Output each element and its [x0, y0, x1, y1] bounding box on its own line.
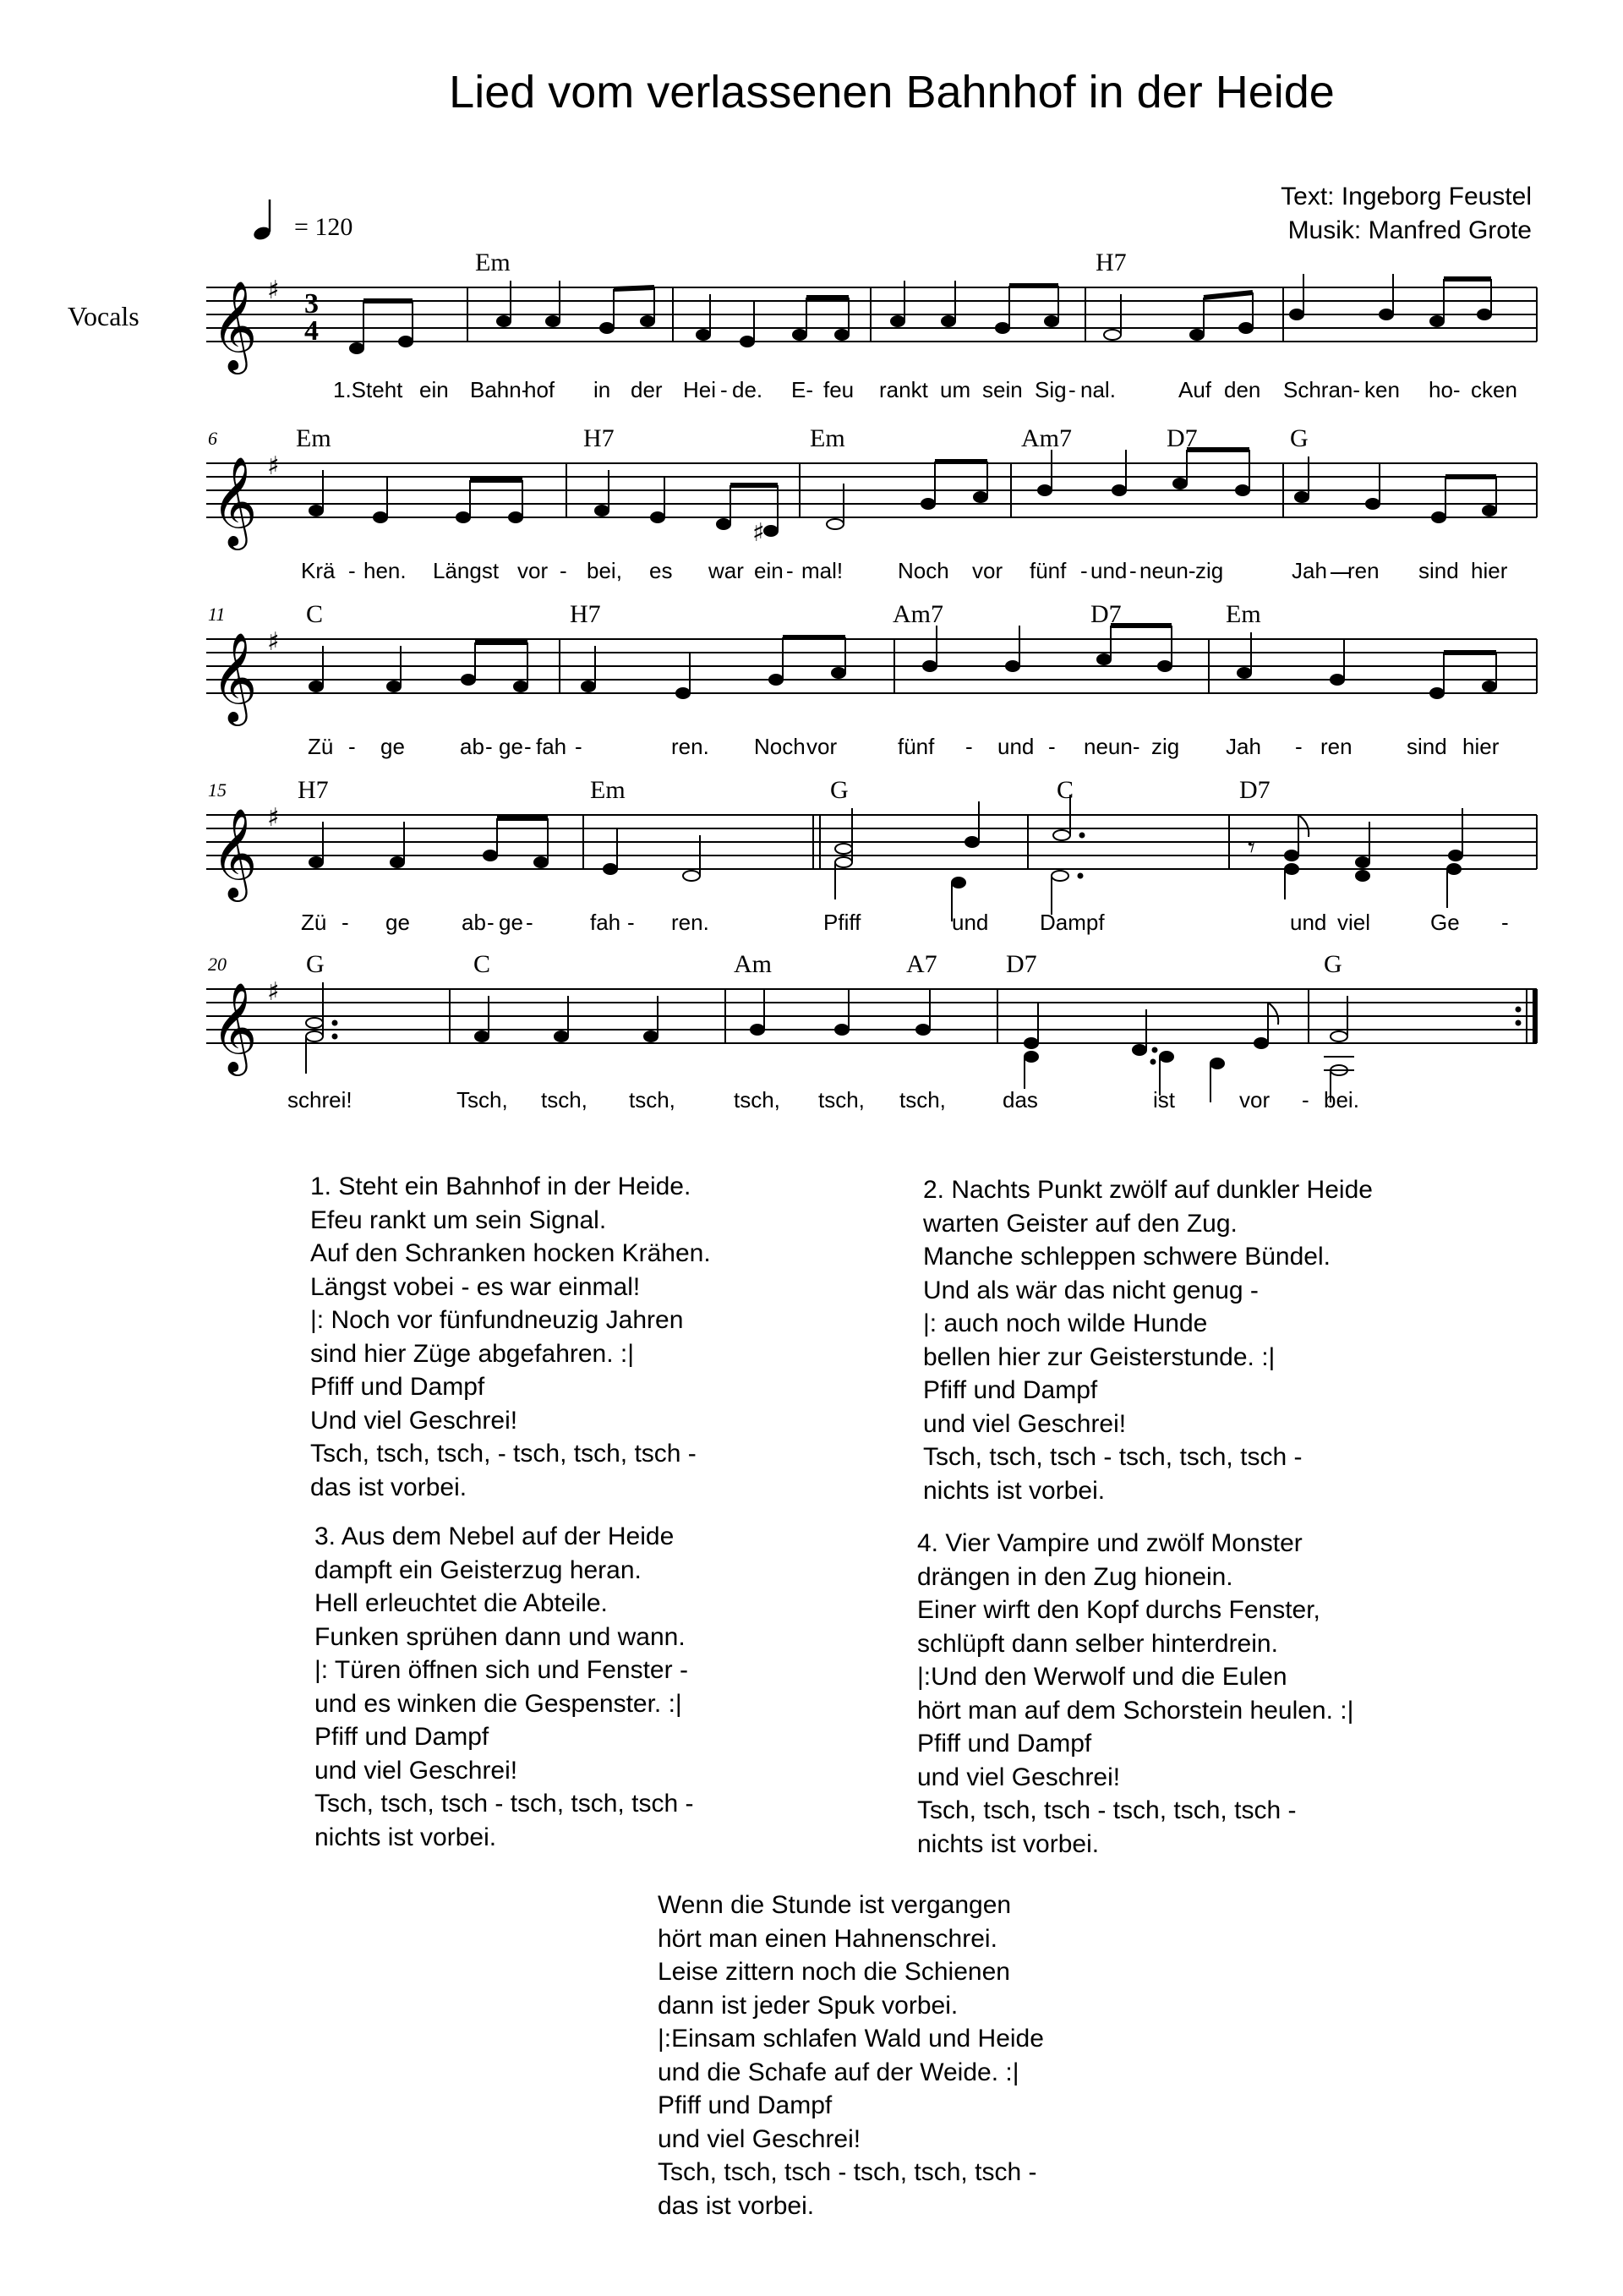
chord-symbol: G [1324, 950, 1342, 978]
lyrics-line [301, 910, 1509, 935]
verse-3 [314, 1520, 693, 1854]
verse-line: Und als wär das nicht genug - [923, 1276, 1259, 1304]
chord-symbol: H7 [298, 776, 329, 804]
instrument-label: Vocals [68, 301, 139, 331]
lyric-syllable: neun- [1084, 734, 1140, 759]
verse-line: nichts ist vorbei. [923, 1476, 1106, 1505]
lyric-syllable: fünf [898, 734, 935, 759]
lyric-syllable: fah [590, 910, 621, 935]
lyric-syllable: und [997, 734, 1035, 759]
chord-symbol: A7 [906, 950, 937, 978]
quarter-note-icon [250, 196, 284, 247]
eighth-rest-icon: 𝄾 [1248, 831, 1256, 865]
verse-line: Manche schleppen schwere Bündel. [923, 1243, 1331, 1271]
lyric-syllable: und [1290, 910, 1327, 935]
chord-symbols [475, 249, 1127, 276]
lyric-syllable: ren. [671, 734, 709, 759]
verse-line: |: Türen öffnen sich und Fenster - [314, 1656, 688, 1684]
bar-number: 15 [208, 779, 227, 801]
verse-line: Tsch, tsch, tsch, - tsch, tsch, tsch - [310, 1440, 697, 1468]
lyric-syllable: rankt [879, 377, 928, 402]
lyric-syllable: Noch [898, 558, 949, 583]
lyric-syllable: und [1090, 558, 1128, 583]
lyric-syllable: - [720, 377, 728, 402]
lyric-syllable: - [575, 734, 582, 759]
verse-line: Längst vobei - es war einmal! [310, 1272, 641, 1301]
verse-line: Tsch, tsch, tsch - tsch, tsch, tsch - [917, 1796, 1297, 1824]
lyric-syllable: ge [380, 734, 405, 759]
lyric-syllable: bei. [1324, 1087, 1359, 1112]
lyric-syllable: ren [1320, 734, 1352, 759]
lyric-syllable: um [940, 377, 971, 402]
lyric-syllable: - [1302, 1087, 1309, 1112]
lyric-syllable: de. [732, 377, 763, 402]
verse-line: Und viel Geschrei! [310, 1406, 518, 1435]
chord-symbols [296, 424, 1309, 452]
chord-symbol: Em [810, 424, 845, 452]
lyric-syllable: ab [462, 910, 486, 935]
music-system-3 [0, 597, 1623, 766]
lyric-syllable: - [965, 734, 973, 759]
lyric-syllable: - [1068, 377, 1076, 402]
verse-line: und die Schafe auf der Weide. :| [658, 2058, 1019, 2086]
lyric-syllable: - [524, 734, 532, 759]
verse-line: |: auch noch wilde Hunde [923, 1309, 1208, 1337]
verse-line: hört man einen Hahnenschrei. [658, 1924, 997, 1953]
verse-line: und viel Geschrei! [917, 1763, 1121, 1791]
lyric-syllable: - [485, 734, 493, 759]
lyricist-credit: Text: Ingeborg Feustel [1281, 183, 1532, 210]
lyrics-line [287, 1087, 1359, 1112]
verse-line: Hell erleuchtet die Abteile. [314, 1589, 608, 1617]
lyric-syllable: Dampf [1040, 910, 1105, 935]
lyric-syllable: - [1129, 558, 1137, 583]
lyric-syllable: nal. [1080, 377, 1116, 402]
lyric-syllable: und [952, 910, 989, 935]
lyric-syllable: tsch, [734, 1087, 780, 1112]
verse-line: Efeu rankt um sein Signal. [310, 1205, 607, 1234]
verse-2 [923, 1173, 1373, 1507]
chord-symbol: Em [590, 776, 626, 804]
bar-number: 11 [208, 604, 226, 625]
lyric-syllable: hier [1462, 734, 1500, 759]
lyric-syllable: - [1080, 558, 1088, 583]
lyric-syllable: - [1048, 734, 1056, 759]
lyric-syllable: Hei [683, 377, 717, 402]
notes [309, 795, 1462, 921]
music-system-1 [0, 245, 1623, 414]
lyric-syllable: neun- [1139, 558, 1196, 583]
chord-symbol: G [306, 950, 325, 978]
lyric-syllable: ge [385, 910, 410, 935]
sharp-icon: ♯ [267, 803, 280, 833]
verse-5 [658, 1889, 1044, 2222]
verse-line: Leise zittern noch die Schienen [658, 1958, 1010, 1986]
lyric-syllable: sind [1418, 558, 1459, 583]
lyric-syllable: vor [517, 558, 549, 583]
song-title: Lied vom verlassenen Bahnhof in der Heide [449, 67, 1335, 118]
lyric-syllable: vor [972, 558, 1003, 583]
lyric-syllable: cken [1471, 377, 1517, 402]
verse-line: dampft ein Geisterzug heran. [314, 1555, 642, 1584]
verse-1 [310, 1170, 711, 1504]
lyric-syllable: tsch, [629, 1087, 675, 1112]
sharp-icon: ♯ [752, 518, 765, 548]
lyric-syllable: - [348, 558, 356, 583]
lyric-syllable: ein [419, 377, 449, 402]
lyric-syllable: vor [806, 734, 838, 759]
lyric-syllable: schrei! [287, 1087, 352, 1112]
lyric-syllable: feu [823, 377, 855, 402]
treble-clef-icon: 𝄞 [211, 280, 258, 370]
chord-symbol: Am [734, 950, 772, 978]
chord-symbol: C [473, 950, 491, 978]
lyric-syllable: hof [524, 377, 555, 402]
lyric-syllable: Bahn- [470, 377, 529, 402]
chord-symbol: D7 [1090, 600, 1122, 628]
treble-clef-icon: 𝄞 [211, 631, 258, 722]
verse-line: das ist vorbei. [310, 1473, 467, 1501]
lyric-syllable: Auf [1178, 377, 1212, 402]
lyric-syllable: - [487, 910, 495, 935]
verse-line: |: Noch vor fünfundneuzig Jahren [310, 1306, 684, 1334]
verse-line: Einer wirft den Kopf durchs Fenster, [917, 1596, 1320, 1624]
music-system-5 [0, 947, 1623, 1133]
music-system-4 [0, 773, 1623, 942]
staff-lines [206, 463, 1537, 517]
lyrics-line [308, 734, 1500, 759]
chord-symbol: H7 [1096, 249, 1127, 276]
lyric-syllable: E- [791, 377, 813, 402]
music-system-2 [0, 421, 1623, 590]
verse-line: 2. Nachts Punkt zwölf auf dunkler Heide [923, 1176, 1373, 1204]
chord-symbol: D7 [1006, 950, 1037, 978]
lyric-syllable: Zü [308, 734, 334, 759]
verse-line: Tsch, tsch, tsch - tsch, tsch, tsch - [923, 1443, 1303, 1471]
verse-line: und viel Geschrei! [923, 1409, 1127, 1438]
verse-line: nichts ist vorbei. [917, 1829, 1100, 1858]
lyric-syllable: zig [1195, 558, 1224, 583]
chord-symbol: C [1057, 776, 1074, 804]
lyric-syllable: hier [1471, 558, 1508, 583]
lyric-syllable: Längst [433, 558, 500, 583]
verse-line: Pfiff und Dampf [923, 1376, 1098, 1404]
verse-line: Pfiff und Dampf [917, 1730, 1092, 1758]
lyric-syllable: Krä [301, 558, 336, 583]
chord-symbol: D7 [1239, 776, 1271, 804]
verse-line: Pfiff und Dampf [310, 1373, 485, 1401]
bar-number: 20 [208, 954, 227, 975]
notes [309, 626, 1496, 698]
verse-line: hört man auf dem Schorstein heulen. :| [917, 1696, 1354, 1725]
treble-clef-icon: 𝄞 [211, 807, 258, 898]
verse-line: |:Und den Werwolf und die Eulen [917, 1663, 1287, 1691]
verse-line: Tsch, tsch, tsch - tsch, tsch, tsch - [314, 1790, 694, 1818]
verse-line: Tsch, tsch, tsch - tsch, tsch, tsch - [658, 2158, 1037, 2186]
lyric-syllable: es [649, 558, 673, 583]
lyric-syllable: tsch, [818, 1087, 865, 1112]
time-signature-bottom: 4 [304, 315, 319, 347]
lyric-syllable: fünf [1030, 558, 1067, 583]
chord-symbol: G [830, 776, 849, 804]
sharp-icon: ♯ [267, 276, 280, 305]
sharp-icon: ♯ [267, 627, 280, 657]
chord-symbol: Em [296, 424, 331, 452]
tempo-marking: = 120 [294, 213, 353, 241]
lyric-syllable: war [708, 558, 744, 583]
lyric-syllable: vor [1239, 1087, 1271, 1112]
chord-symbols [298, 776, 1271, 804]
verse-line: Pfiff und Dampf [314, 1723, 489, 1751]
lyric-syllable: in [593, 377, 611, 402]
lyric-syllable: - [1501, 910, 1509, 935]
lyric-syllable: bei, [587, 558, 622, 583]
chord-symbol: G [1290, 424, 1309, 452]
lyric-syllable: - [1295, 734, 1303, 759]
lyric-syllable: tsch, [541, 1087, 587, 1112]
lyric-syllable: tsch, [899, 1087, 946, 1112]
verse-line: 3. Aus dem Nebel auf der Heide [314, 1522, 675, 1550]
lyric-syllable: zig [1151, 734, 1180, 759]
lyric-syllable: - [348, 734, 356, 759]
chord-symbols [306, 600, 1261, 628]
lyric-syllable: - [560, 558, 567, 583]
lyric-syllable: den [1224, 377, 1261, 402]
lyric-syllable: viel [1337, 910, 1371, 935]
staff-lines [206, 815, 1537, 869]
sharp-icon: ♯ [267, 451, 280, 481]
lyric-syllable: ren [1347, 558, 1380, 583]
verse-4 [917, 1527, 1353, 1861]
lyric-syllable: Noch [754, 734, 806, 759]
lyric-syllable: ge [499, 910, 523, 935]
verse-line: das ist vorbei. [658, 2191, 815, 2220]
lyric-syllable: ab [460, 734, 484, 759]
chord-symbol: H7 [570, 600, 601, 628]
lyric-syllable: ge [499, 734, 523, 759]
verse-line: |:Einsam schlafen Wald und Heide [658, 2025, 1044, 2053]
verse-line: dann ist jeder Spuk vorbei. [658, 1991, 959, 2020]
time-signature-top: 3 [304, 288, 319, 320]
lyric-syllable: sind [1407, 734, 1447, 759]
verse-line: und viel Geschrei! [314, 1756, 518, 1785]
lyric-syllable: Ge [1430, 910, 1460, 935]
verse-line: Pfiff und Dampf [658, 2091, 833, 2119]
lyric-syllable: fah [536, 734, 567, 759]
repeat-dot [1516, 1020, 1522, 1026]
verse-line: 1. Steht ein Bahnhof in der Heide. [310, 1173, 691, 1200]
lyric-syllable: hen. [363, 558, 407, 583]
verse-line: schlüpft dann selber hinterdrein. [917, 1629, 1278, 1658]
lyric-syllable: - [627, 910, 635, 935]
verse-line: Wenn die Stunde ist vergangen [658, 1891, 1012, 1919]
chord-symbols [306, 950, 1342, 978]
lyrics-line [301, 558, 1508, 583]
bar-number: 6 [208, 428, 217, 449]
lyric-syllable: der [631, 377, 663, 402]
verse-line: Auf den Schranken hocken Krähen. [310, 1239, 711, 1267]
lyric-syllable: Zü [301, 910, 327, 935]
sharp-icon: ♯ [267, 977, 280, 1007]
treble-clef-icon: 𝄞 [211, 981, 258, 1072]
composer-credit: Musik: Manfred Grote [1287, 216, 1532, 244]
lyric-syllable: - [786, 558, 794, 583]
verse-line: sind hier Züge abgefahren. :| [310, 1339, 635, 1368]
verse-line: nichts ist vorbei. [314, 1823, 497, 1851]
lyric-syllable: ho- [1429, 377, 1461, 402]
chord-symbol: Am7 [1021, 424, 1072, 452]
lyric-syllable: - [526, 910, 533, 935]
repeat-dot [1516, 1007, 1522, 1013]
chord-symbol: Am7 [893, 600, 943, 628]
verse-line: drängen in den Zug hionein. [917, 1562, 1233, 1591]
lyric-syllable: - [342, 910, 349, 935]
lyric-syllable: Pfiff [823, 910, 861, 935]
lyric-syllable: das [1003, 1087, 1038, 1112]
chord-symbol: C [306, 600, 324, 628]
lyric-syllable: ist [1153, 1087, 1175, 1112]
lyric-syllable: ken [1364, 377, 1400, 402]
chord-symbol: H7 [583, 424, 615, 452]
verse-line: 4. Vier Vampire und zwölf Monster [917, 1529, 1303, 1557]
lyrics-line [333, 377, 1517, 402]
lyric-syllable: Jah [1292, 558, 1327, 583]
chord-symbol: Em [475, 249, 511, 276]
lyric-syllable: Jah [1226, 734, 1261, 759]
lyric-syllable: 1.Steht [333, 377, 403, 402]
chord-symbol: Em [1226, 600, 1261, 628]
verse-line: Funken sprühen dann und wann. [314, 1622, 686, 1651]
verse-line: und es winken die Gespenster. :| [314, 1689, 682, 1718]
lyric-syllable: sein [982, 377, 1023, 402]
lyric-syllable: ein [754, 558, 784, 583]
lyric-syllable: ren. [671, 910, 709, 935]
lyric-syllable: Sig [1035, 377, 1067, 402]
lyric-syllable: Schran- [1283, 377, 1361, 402]
lyric-syllable: mal! [801, 558, 844, 583]
lyric-syllable: Tsch, [456, 1087, 508, 1112]
chord-symbol: D7 [1167, 424, 1198, 452]
verse-line: bellen hier zur Geisterstunde. :| [923, 1342, 1276, 1371]
verse-line: und viel Geschrei! [658, 2124, 861, 2153]
verse-line: warten Geister auf den Zug. [923, 1209, 1238, 1238]
treble-clef-icon: 𝄞 [211, 456, 258, 546]
